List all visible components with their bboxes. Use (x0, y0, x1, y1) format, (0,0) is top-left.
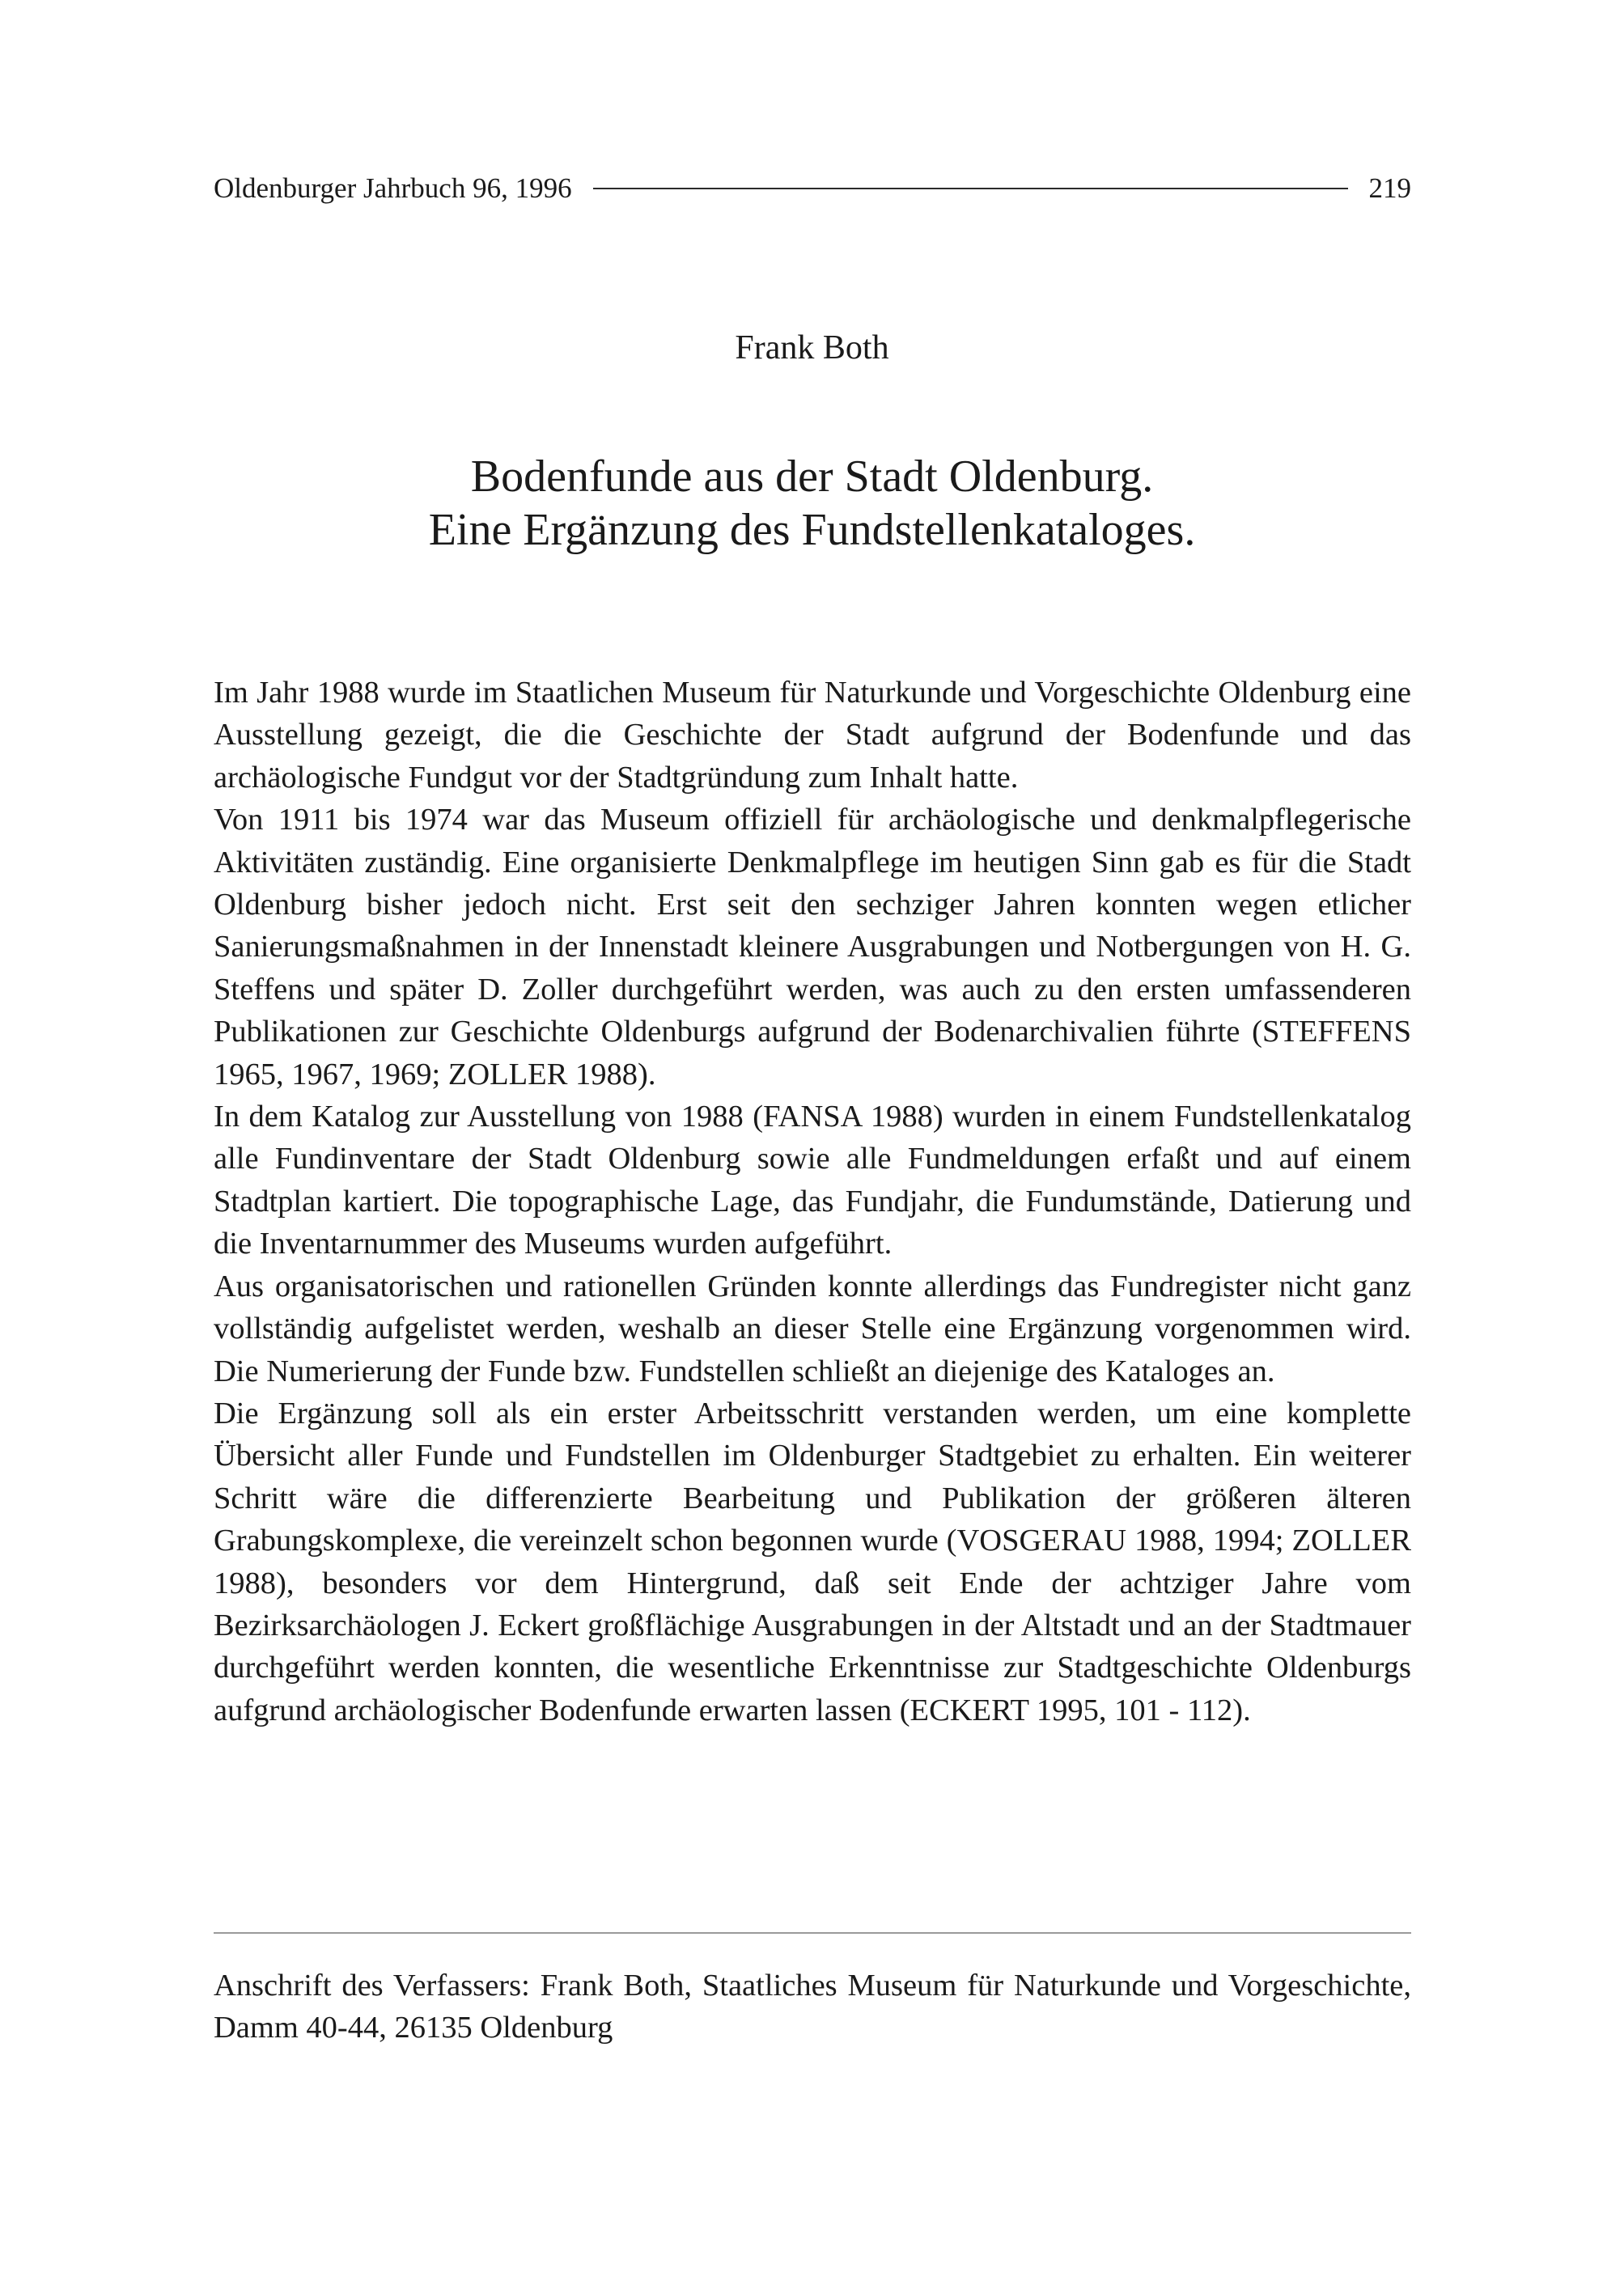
page-number: 219 (1368, 172, 1411, 204)
paragraph-5: Die Ergänzung soll als ein erster Arbeitsschritt verstanden werden, um eine komplette Übersicht aller Funde und Fundstellen im Oldenburger Stadtgebiet zu erhalten. Ein weiterer Schritt wäre die differenzierte Bearbeitung und Publikation der größeren älteren Grabungskomplexe, die vereinzelt schon begonnen wurde (VOSGERAU 1988, 1994; ZOLLER 1988), besonders vor dem Hintergrund, daß seit Ende der achtziger Jahre vom Bezirksarchäologen J. Eckert großflächige Ausgrabungen in der Altstadt und an der Stadtmauer durchgeführt werden konnten, die wesentliche Erkenntnisse zur Stadtgeschichte Oldenburgs aufgrund archäologischer Bodenfunde erwarten lassen (ECKERT 1995, 101 - 112). (214, 1396, 1411, 1727)
title-line-1: Bodenfunde aus der Stadt Oldenburg. (470, 451, 1154, 502)
journal-title: Oldenburger Jahrbuch 96, 1996 (214, 172, 572, 204)
paragraph-1: Im Jahr 1988 wurde im Staatlichen Museum für Naturkunde und Vorgeschichte Oldenburg eine Ausstellung gezeigt, die die Geschichte der Stadt aufgrund der Bodenfunde und das archäologische Fundgut vor der Stadtgründung zum Inhalt hatte. (214, 676, 1411, 795)
paragraph-4: Aus organisatorischen und rationellen Gründen konnte allerdings das Fundregister nicht ganz vollständig aufgelistet werden, weshalb an dieser Stelle eine Ergänzung vorgenommen wird. Die Numerierung der Funde bzw. Fundstellen schließt an diejenige des Kataloges an. (214, 1269, 1411, 1388)
header-rule (593, 188, 1348, 189)
article-title (0, 450, 1624, 557)
paragraph-3: In dem Katalog zur Ausstellung von 1988 (FANSA 1988) wurden in einem Fundstellenkatalog alle Fundinventare der Stadt Oldenburg sowie alle Fundmeldungen erfaßt und auf einem Stadtplan kartiert. Die topographische Lage, das Fundjahr, die Fundumstände, Datierung und die Inventarnummer des Museums wurden aufgeführt. (214, 1100, 1411, 1261)
running-head (214, 168, 1411, 209)
author-address-footnote: Anschrift des Verfassers: Frank Both, Staatliches Museum für Naturkunde und Vorgeschichte, Damm 40-44, 26135 Oldenburg (214, 1969, 1411, 2045)
title-line-2: Eine Ergänzung des Fundstellenkataloges. (428, 505, 1196, 555)
article-author: Frank Both (735, 329, 889, 367)
article-body (214, 672, 1411, 1731)
footnote-separator (214, 1932, 1411, 1934)
paragraph-2: Von 1911 bis 1974 war das Museum offiziell für archäologische und denkmalpflegerische Aktivitäten zuständig. Eine organisierte Denkmalpflege im heutigen Sinn gab es für die Stadt Oldenburg bisher jedoch nicht. Erst seit den sechziger Jahren konnten wegen etlicher Sanierungsmaßnahmen in der Innenstadt kleinere Ausgrabungen und Notbergungen von H. G. Steffens und später D. Zoller durchgeführt werden, was auch zu den ersten umfassenderen Publikationen zur Geschichte Oldenburgs aufgrund der Bodenarchivalien führte (STEFFENS 1965, 1967, 1969; ZOLLER 1988). (214, 803, 1411, 1091)
